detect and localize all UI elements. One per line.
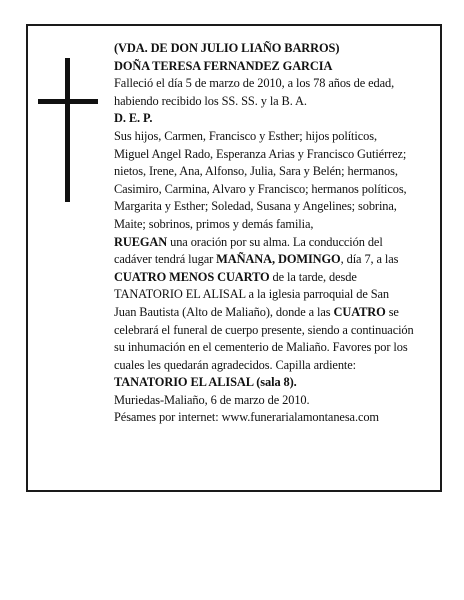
departure-time: CUATRO MENOS CUARTO — [114, 269, 270, 284]
funeral-time: CUATRO — [333, 304, 386, 319]
widow-line: (VDA. DE DON JULIO LIAÑO BARROS) — [114, 41, 340, 55]
request-paragraph — [114, 234, 414, 392]
deceased-name: DOÑA TERESA FERNANDEZ GARCIA — [114, 58, 333, 73]
request-text-1: una oración por su alma. La conducción del cadáver tendrá lugar — [114, 234, 383, 267]
place-date: Muriedas-Maliaño, 6 de marzo de 2010. — [114, 392, 310, 407]
funeral-day: MAÑANA, DOMINGO — [216, 252, 341, 267]
obituary-notice — [26, 24, 442, 492]
cross-vertical-bar — [65, 58, 70, 202]
request-text-3: de la tarde, desde TANATORIO EL ALISAL a la iglesia parroquial de San Juan Bautista (Alto de Maliaño), donde a las — [114, 269, 390, 319]
death-text: Falleció el día 5 de marzo de 2010, a los 78 años de edad, habiendo recibido los SS. SS. y la B. A. — [114, 76, 395, 108]
condolences-line: Pésames por internet: www.funerarialamontanesa.com — [114, 410, 379, 425]
cross-icon — [38, 58, 104, 202]
dep-line: D. E. P. — [114, 111, 153, 126]
request-text-4: se celebrará el funeral de cuerpo presente, siendo a continuación su inhumación en el cementerio de Maliaño. Favores por los cuales les quedarán agradecidos. Capilla ardiente: — [114, 304, 414, 372]
chapel-location: TANATORIO EL ALISAL (sala 8). — [114, 375, 297, 390]
notice-text — [114, 40, 414, 427]
ruegan-label: RUEGAN — [114, 234, 168, 249]
cross-horizontal-bar — [38, 99, 98, 104]
family-text: Sus hijos, Carmen, Francisco y Esther; hijos políticos, Miguel Angel Rado, Esperanza Arias y Francisco Gutiérrez; nietos, Irene, Ana, Alfonso, Julia, Sara y Belén; hermanos, Casimiro, Carmina, Alvaro y Francisco; hermanos políticos, Margarita y Esther; Soledad, Susana y Angelines; sobrina, Maite; sobrinos, primos y demás familia, — [114, 128, 407, 231]
request-text-2: , día 7, a las — [340, 252, 399, 267]
